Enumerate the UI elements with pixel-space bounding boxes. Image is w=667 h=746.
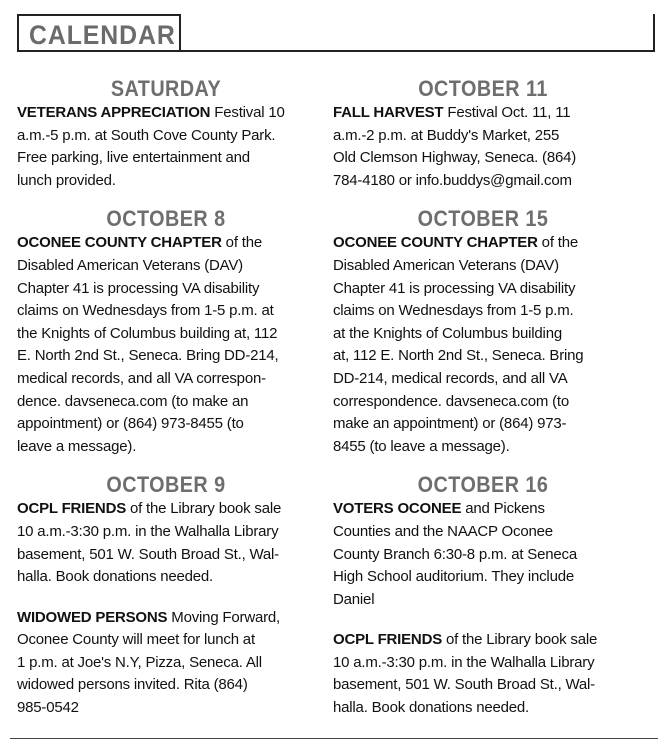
line-text: Oconee County will meet for lunch at [17,631,255,649]
calendar-event [17,76,315,192]
event-date-heading: OCTOBER 11 [418,76,548,101]
description-line [17,607,315,630]
description-line [17,368,315,391]
bottom-rule [10,738,658,739]
description-line [333,300,633,323]
line-text: 8455 (to leave a message). [333,437,510,455]
description-line [333,589,633,612]
description-line [17,255,315,278]
event-date-heading: OCTOBER 8 [106,206,226,232]
header-rule [181,50,655,52]
description-line [17,102,315,125]
header-box [17,14,181,52]
event-lead: OCONEE COUNTY CHAPTER [17,234,222,252]
description-line [17,147,315,170]
line-text: Daniel [333,590,375,608]
description-line [17,436,315,459]
line-text: a.m.-2 p.m. at Buddy's Market, 255 [333,126,560,144]
line-text: Disabled American Veterans (DAV) [17,256,243,274]
description-line [333,147,633,170]
line-text: High School auditorium. They include [333,568,574,586]
line-text: Counties and the NAACP Oconee [333,522,553,540]
description-line [333,544,633,567]
line-text: appointment) or (864) 973-8455 (to [17,415,244,433]
event-date-heading: OCTOBER 9 [106,472,226,498]
line-text: claims on Wednesdays from 1-5 p.m. [333,302,574,320]
line-text: Chapter 41 is processing VA disability [17,279,260,297]
paragraph-gap [333,611,633,629]
event-description [17,102,315,192]
header-tick [653,14,655,52]
line-text: Chapter 41 is processing VA disability [333,279,576,297]
description-line [333,566,633,589]
calendar-event [17,206,315,458]
description-line [333,345,633,368]
line-text: County Branch 6:30-8 p.m. at Seneca [333,545,577,563]
description-line [333,368,633,391]
line-text: Festival Oct. 11, 11 [443,104,571,121]
line-text: widowed persons invited. Rita (864) [17,676,248,694]
description-line [17,300,315,323]
event-gap [333,458,633,472]
line-text: correspondence. davseneca.com (to [333,392,570,410]
line-text: of the [221,234,263,252]
calendar-event [333,76,633,192]
description-line [333,125,633,148]
line-text: make an appointment) or (864) 973- [333,415,567,433]
event-date-heading: SATURDAY [110,76,222,101]
event-description [17,607,315,720]
event-description [17,498,315,588]
line-text: of the Library book sale [126,500,282,518]
line-text: the Knights of Columbus building at, 112 [17,324,278,342]
description-line [17,544,315,567]
calendar-header [17,14,655,56]
line-text: halla. Book donations needed. [333,699,530,717]
event-date-heading: OCTOBER 15 [417,206,549,232]
line-text: medical records, and all VA correspon- [17,369,266,387]
line-text: basement, 501 W. South Broad St., Wal- [17,545,279,563]
line-text: claims on Wednesdays from 1-5 p.m. at [17,302,274,320]
calendar-event [17,472,315,719]
line-text: dence. davseneca.com (to make an [17,392,249,410]
event-gap [17,192,315,206]
description-line [17,345,315,368]
line-text: Free parking, live entertainment and [17,149,250,167]
line-text: DD-214, medical records, and all VA [333,369,568,387]
description-line [333,391,633,414]
line-text: 10 a.m.-3:30 p.m. in the Walhalla Library [17,522,279,540]
description-line [17,566,315,589]
description-line [333,521,633,544]
description-line [17,652,315,675]
event-description [333,498,633,611]
description-line [333,629,633,652]
description-line [17,278,315,301]
event-description [17,232,315,458]
event-lead: FALL HARVEST [333,104,444,121]
description-line [333,413,633,436]
event-gap [17,458,315,472]
description-line [333,102,633,125]
description-line [17,125,315,148]
description-line [333,674,633,697]
event-lead: WIDOWED PERSONS [17,608,168,626]
event-description [333,629,633,719]
description-line [333,170,633,193]
description-line [17,323,315,346]
description-line [17,521,315,544]
description-line [17,170,315,193]
line-text: Disabled American Veterans (DAV) [333,256,559,274]
left-column [17,76,315,720]
description-line [333,498,633,521]
line-text: at the Knights of Columbus building [333,324,562,342]
event-gap [333,192,633,206]
line-text: leave a message). [17,437,137,455]
description-line [333,278,633,301]
line-text: Festival 10 [210,104,285,121]
description-line [17,674,315,697]
event-lead: OCPL FRIENDS [333,631,443,649]
line-text: and Pickens [461,500,545,518]
line-text: a.m.-5 p.m. at South Cove County Park. [17,126,276,144]
description-line [17,413,315,436]
description-line [333,436,633,459]
line-text: lunch provided. [17,171,116,189]
line-text: of the Library book sale [442,631,598,649]
line-text: halla. Book donations needed. [17,568,214,586]
line-text: 784-4180 or info.buddys@gmail.com [333,171,572,189]
description-line [17,697,315,720]
paragraph-gap [17,589,315,607]
line-text: 1 p.m. at Joe's N.Y, Pizza, Seneca. All [17,653,262,671]
description-line [17,391,315,414]
line-text: of the [537,234,579,252]
description-line [17,629,315,652]
line-text: basement, 501 W. South Broad St., Wal- [333,676,595,694]
description-line [17,498,315,521]
line-text: Old Clemson Highway, Seneca. (864) [333,149,577,167]
event-lead: VETERANS APPRECIATION [17,104,211,121]
line-text: 10 a.m.-3:30 p.m. in the Walhalla Library [333,653,595,671]
page-title: CALENDAR [29,20,176,50]
line-text: at, 112 E. North 2nd St., Seneca. Bring [333,347,584,365]
line-text: Moving Forward, [167,608,281,626]
event-date-heading: OCTOBER 16 [417,472,549,498]
line-text: E. North 2nd St., Seneca. Bring DD-214, [17,347,279,365]
description-line [333,232,633,255]
calendar-event [333,472,633,719]
description-line [333,255,633,278]
right-column [333,76,633,720]
description-line [333,697,633,720]
event-lead: VOTERS OCONEE [333,500,462,518]
line-text: 985-0542 [17,699,79,717]
description-line [333,652,633,675]
event-lead: OCONEE COUNTY CHAPTER [333,234,538,252]
description-line [333,323,633,346]
calendar-event [333,206,633,458]
event-description [333,102,633,192]
event-lead: OCPL FRIENDS [17,500,127,518]
event-description [333,232,633,458]
description-line [17,232,315,255]
